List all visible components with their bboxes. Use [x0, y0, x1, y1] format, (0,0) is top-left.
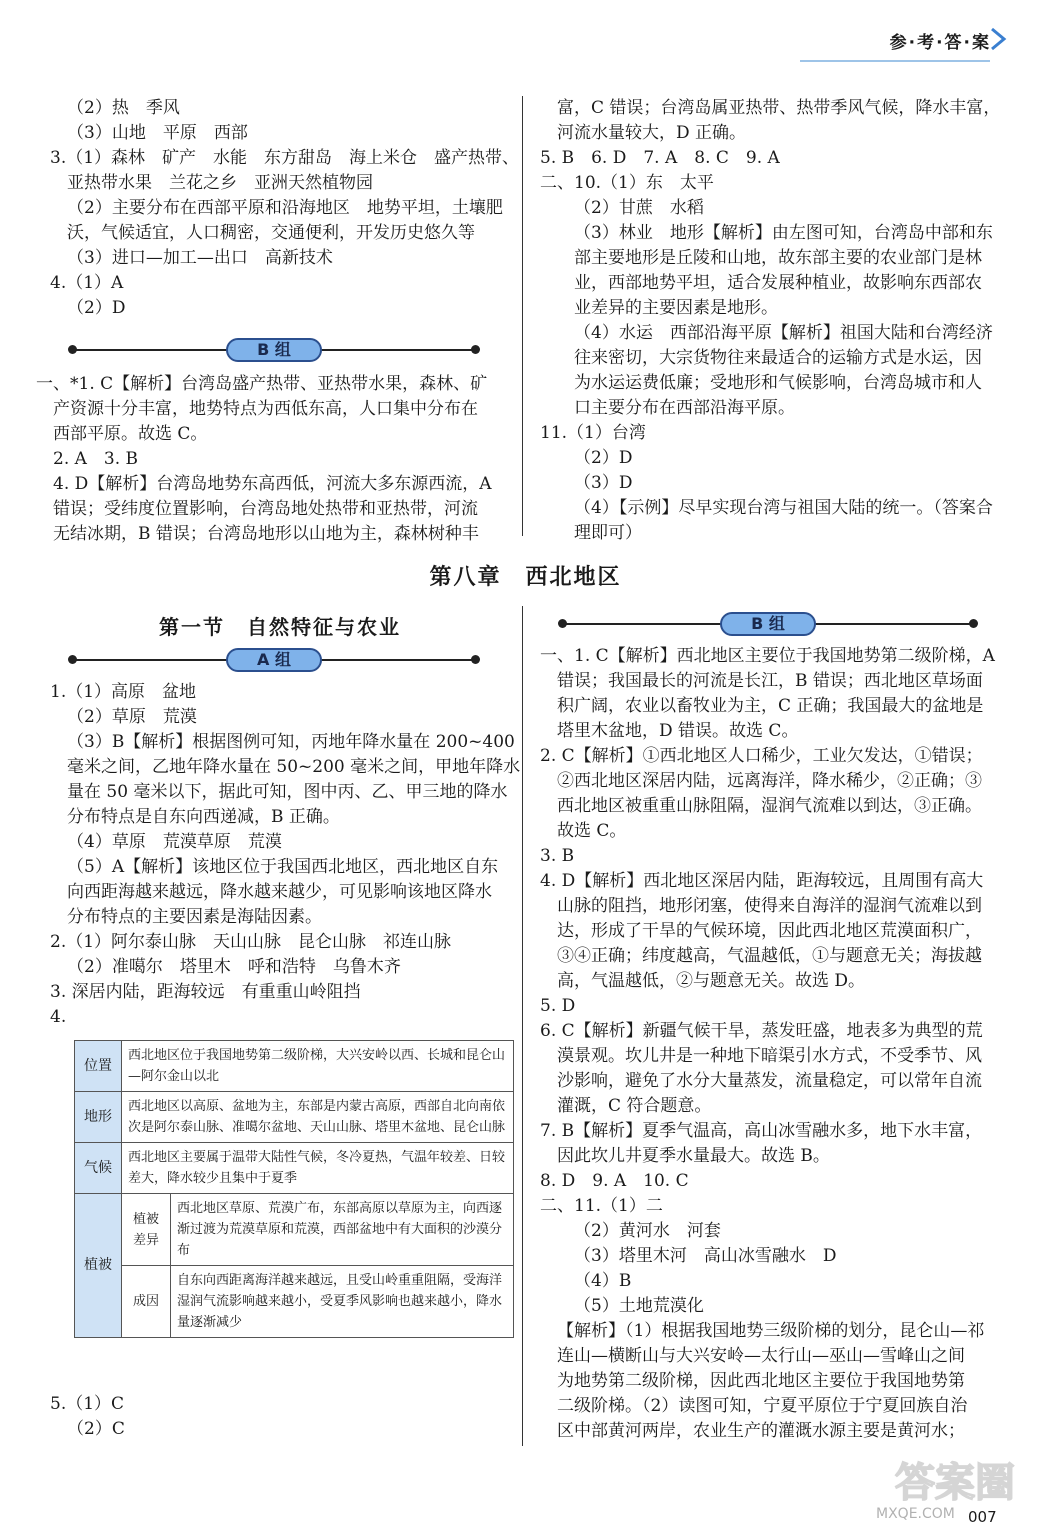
answer-line: 毫米之间，乙地年降水量在 50~200 毫米之间，甲地年降水: [67, 757, 521, 777]
answer-line: （2）D: [574, 448, 633, 468]
answer-line: 往来密切，大宗货物往来最适合的运输方式是水运，因: [574, 348, 982, 368]
answer-line: 西北地区被重重山脉阻隔，湿润气流难以到达，③正确。: [557, 796, 982, 816]
group-a-divider: [70, 648, 478, 672]
table-row: [75, 1266, 514, 1338]
answer-line: （5）土地荒漠化: [574, 1296, 704, 1316]
answer-line: （2）草原 荒漠: [67, 707, 197, 727]
table-row: [75, 1194, 514, 1266]
answer-line: 一、1. C【解析】西北地区主要位于我国地势第二级阶梯，A: [540, 646, 995, 666]
answer-line: （3）B【解析】根据图例可知，丙地年降水量在 200~400: [67, 732, 515, 752]
group-b-divider-right: [560, 612, 976, 636]
veg-diff-cell: 西北地区草原、荒漠广布，东部高原以草原为主，向西逐渐过渡为荒漠草原和荒漠，西部盆地中有大面积的沙漠分布: [171, 1194, 514, 1266]
answer-line: 3.（1）森林 矿产 水能 东方甜岛 海上米仓 盛产热带、: [50, 148, 520, 168]
answer-line: （2）热 季风: [67, 98, 180, 118]
answer-line: （2）C: [67, 1419, 125, 1439]
left-bottom-answers: [50, 1392, 125, 1442]
answer-line: 为水运运费低廉；受地形和气候影响，台湾岛城市和人: [574, 373, 982, 393]
row-label-terrain: 地形: [75, 1092, 122, 1143]
answer-line: 一、*1. C【解析】台湾岛盛产热带、亚热带水果，森林、矿: [36, 374, 488, 394]
column-divider-bottom: [522, 606, 523, 1446]
answer-line: （2）主要分布在西部平原和沿海地区 地势平坦，土壤肥: [67, 198, 503, 218]
answer-line: 为地势第二级阶梯，因此西北地区主要位于我国地势第: [557, 1371, 965, 1391]
answer-line: 分布特点的主要因素是海陆因素。: [67, 907, 322, 927]
answer-line: 5. D: [540, 996, 576, 1016]
answer-line: 二、11.（1）二: [540, 1196, 663, 1216]
answer-line: 塔里木盆地，D 错误。故选 C。: [557, 721, 799, 741]
location-cell: 西北地区位于我国地势第二级阶梯，大兴安岭以西、长城和昆仑山—阿尔金山以北: [122, 1041, 514, 1092]
page-number: 007: [968, 1508, 997, 1526]
watermark-text: MXQE.COM: [876, 1506, 955, 1522]
answer-line: （4）【示例】尽早实现台湾与祖国大陆的统一。（答案合: [574, 498, 993, 518]
group-a-label: A 组: [226, 648, 322, 672]
answer-line: 二级阶梯。（2）读图可知，宁夏平原位于宁夏回族自治: [557, 1396, 968, 1416]
row-label-location: 位置: [75, 1041, 122, 1092]
left-top-answers: [50, 96, 519, 321]
header-underline: [800, 60, 990, 62]
answer-line: 2. C【解析】①西北地区人口稀少，工业欠发达，①错误；: [540, 746, 983, 766]
answer-line: 业，西部地势平坦，适合发展种植业，故影响东西部农: [574, 273, 982, 293]
answer-line: （4）水运 西部沿海平原【解析】祖国大陆和台湾经济: [574, 323, 993, 343]
left-b-answers: [36, 372, 492, 547]
answer-line: （2）准噶尔 塔里木 呼和浩特 乌鲁木齐: [67, 957, 401, 977]
answer-line: 故选 C。: [557, 821, 627, 841]
row-label-vegetation: 植被: [75, 1194, 122, 1338]
left-a-answers: [50, 680, 520, 1030]
answer-line: 因此坎儿井夏季水量最大。故选 B。: [557, 1146, 830, 1166]
answer-line: （4）草原 荒漠草原 荒漠: [67, 832, 282, 852]
answer-line: 8. D 9. A 10. C: [540, 1171, 689, 1191]
answer-line: 达，形成了干旱的气候环境，因此西北地区荒漠面积广，: [557, 921, 982, 941]
answer-line: ③④正确；纬度越高，气温越低，①与题意无关；海拔越: [557, 946, 982, 966]
answer-line: （2）D: [67, 298, 126, 318]
answer-line: 理即可）: [574, 523, 642, 543]
answer-line: 5.（1）C: [50, 1394, 125, 1414]
answer-line: 富，C 错误；台湾岛属亚热带、热带季风气候，降水丰富，: [557, 98, 1001, 118]
answer-line: 二、10.（1）东 太平: [540, 173, 714, 193]
terrain-cell: 西北地区以高原、盆地为主，东部是内蒙古高原，西部自北向南依次是阿尔泰山脉、准噶尔盆地、天山山脉、塔里木盆地、昆仑山脉: [122, 1092, 514, 1143]
answer-line: 口主要分布在西部沿海平原。: [574, 398, 795, 418]
answer-line: 无结冰期，B 错误；台湾岛地形以山地为主，森林树种丰: [53, 524, 479, 544]
answer-line: 灌溉，C 符合题意。: [557, 1096, 712, 1116]
table-row: [75, 1143, 514, 1194]
section-title: 第一节 自然特征与农业: [159, 615, 401, 639]
answer-line: （2）黄河水 河套: [574, 1221, 721, 1241]
answer-line: （3）进口—加工—出口 高新技术: [67, 248, 333, 268]
answer-line: 4. D【解析】西北地区深居内陆，距海较远，且周围有高大: [540, 871, 984, 891]
answer-line: （3）山地 平原 西部: [67, 123, 248, 143]
answer-line: 西部平原。故选 C。: [53, 424, 208, 444]
group-b-label-right: B 组: [720, 612, 816, 636]
answer-line: （5）A【解析】该地区位于我国西北地区，西北地区自东: [67, 857, 499, 877]
right-b-answers: [540, 644, 995, 1444]
northwest-summary-table: [74, 1040, 514, 1338]
answer-line: 错误；受纬度位置影响，台湾岛地处热带和亚热带，河流: [53, 499, 478, 519]
answer-line: 7. B【解析】夏季气温高，高山冰雪融水多，地下水丰富，: [540, 1121, 983, 1141]
answer-line: 连山—横断山与大兴安岭—太行山—巫山—雪峰山之间: [557, 1346, 965, 1366]
answer-line: 产资源十分丰富，地势特点为西低东高，人口集中分布在: [53, 399, 478, 419]
sub-label-veg-diff: 植被差异: [122, 1194, 171, 1266]
answer-line: 业差异的主要因素是地形。: [574, 298, 778, 318]
row-label-climate: 气候: [75, 1143, 122, 1194]
answer-line: 2. A 3. B: [53, 449, 139, 469]
table-row: [75, 1041, 514, 1092]
answer-line: 3. 深居内陆，距海较远 有重重山岭阻挡: [50, 982, 361, 1002]
answer-line: 4.: [50, 1007, 67, 1027]
table-row: [75, 1092, 514, 1143]
answer-line: 4.（1）A: [50, 273, 124, 293]
answer-line: 4. D【解析】台湾岛地势东高西低，河流大多东源西流，A: [53, 474, 492, 494]
answer-line: 山脉的阻挡，地形闭塞，使得来自海洋的湿润气流难以到: [557, 896, 982, 916]
answer-line: 区中部黄河两岸，农业生产的灌溉水源主要是黄河水；: [557, 1421, 965, 1441]
answer-line: 向西距海越来越远，降水越来越少，可见影响该地区降水: [67, 882, 492, 902]
answer-line: （3）塔里木河 高山冰雪融水 D: [574, 1246, 837, 1266]
answer-line: 3. B: [540, 846, 575, 866]
svg-text:答案圈: 答案圈: [895, 1460, 1015, 1506]
answer-line: 11.（1）台湾: [540, 423, 646, 443]
answer-line: 积广阔，农业以畜牧业为主，C 正确；我国最大的盆地是: [557, 696, 984, 716]
answer-line: （2）甘蔗 水稻: [574, 198, 704, 218]
right-top-answers: [540, 96, 1000, 546]
page-header-title: 参·考·答·案: [889, 33, 991, 53]
answer-line: 漠景观。坎儿井是一种地下暗渠引水方式，不受季节、风: [557, 1046, 982, 1066]
answer-line: 河流水量较大，D 正确。: [557, 123, 747, 143]
chevron-right-icon: [985, 26, 1011, 52]
chapter-title: 第八章 西北地区: [429, 565, 622, 590]
veg-cause-cell: 自东向西距离海洋越来越远，且受山岭重重阻隔，受海洋湿润气流影响越来越小，受夏季风影响也越来越小，降水量逐渐减少: [171, 1266, 514, 1338]
sub-label-veg-cause: 成因: [122, 1266, 171, 1338]
answer-line: 5. B 6. D 7. A 8. C 9. A: [540, 148, 780, 168]
group-b-divider: [70, 338, 478, 362]
answer-line: 2.（1）阿尔泰山脉 天山山脉 昆仑山脉 祁连山脉: [50, 932, 452, 952]
climate-cell: 西北地区主要属于温带大陆性气候，冬冷夏热，气温年较差、日较差大，降水较少且集中于夏季: [122, 1143, 514, 1194]
answer-line: 沙影响，避免了水分大量蒸发，流量稳定，可以常年自流: [557, 1071, 982, 1091]
answer-line: （3）林业 地形【解析】由左图可知，台湾岛中部和东: [574, 223, 993, 243]
answer-line: 6. C【解析】新疆气候干旱，蒸发旺盛，地表多为典型的荒: [540, 1021, 983, 1041]
answer-line: 高，气温越低，②与题意无关。故选 D。: [557, 971, 866, 991]
answer-line: 沃，气候适宜，人口稠密，交通便利，开发历史悠久等: [67, 223, 475, 243]
answer-line: 【解析】（1）根据我国地势三级阶梯的划分，昆仑山—祁: [557, 1321, 985, 1341]
answer-line: 量在 50 毫米以下，据此可知，图中丙、乙、甲三地的降水: [67, 782, 508, 802]
answer-line: （3）D: [574, 473, 633, 493]
answer-line: ②西北地区深居内陆，远离海洋，降水稀少，②正确；③: [557, 771, 982, 791]
answer-line: 部主要地形是丘陵和山地，故东部主要的农业部门是林: [574, 248, 982, 268]
column-divider-top: [522, 96, 523, 536]
answer-line: 分布特点是自东向西递减，B 正确。: [67, 807, 340, 827]
group-b-label: B 组: [226, 338, 322, 362]
answer-line: （4）B: [574, 1271, 632, 1291]
answer-line: 亚热带水果 兰花之乡 亚洲天然植物园: [67, 173, 373, 193]
answer-line: 错误；我国最长的河流是长江，B 错误；西北地区草场面: [557, 671, 983, 691]
answer-line: 1.（1）高原 盆地: [50, 682, 197, 702]
